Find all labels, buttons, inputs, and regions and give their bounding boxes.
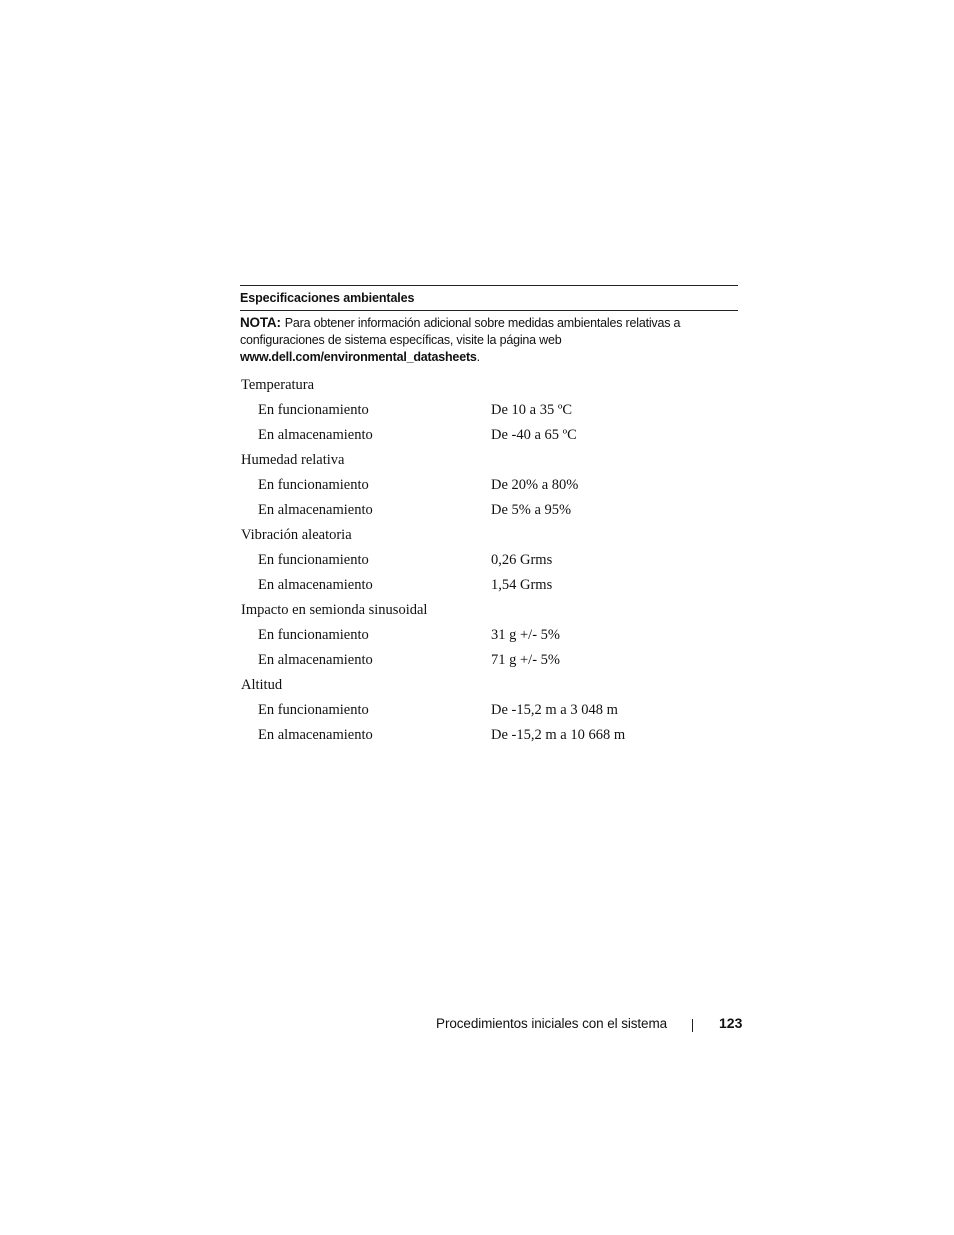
spec-label: En funcionamiento [258, 477, 369, 493]
note-text: Para obtener información adicional sobre medidas ambientales relativas a configuraciones de sistema específicas, visite la página web [240, 316, 681, 347]
table-title: Especificaciones ambientales [240, 291, 415, 305]
spec-label: En almacenamiento [258, 427, 373, 443]
spec-row [240, 573, 738, 598]
spec-row [240, 498, 738, 523]
spec-value: De -40 a 65 ºC [491, 427, 577, 443]
spec-row [240, 473, 738, 498]
note-url: www.dell.com/environmental_datasheets [240, 350, 477, 364]
header-rule [240, 310, 738, 311]
spec-row [240, 398, 738, 423]
spec-row [240, 723, 738, 748]
note-suffix: . [476, 350, 480, 364]
spec-label: En almacenamiento [258, 727, 373, 743]
spec-value: De -15,2 m a 10 668 m [491, 727, 626, 743]
spec-value: De 5% a 95% [491, 502, 572, 518]
spec-value: De 10 a 35 ºC [491, 402, 573, 418]
note-label: NOTA: [240, 315, 281, 330]
spec-label: En almacenamiento [258, 652, 373, 668]
page-number: 123 [719, 1015, 743, 1031]
spec-label: En funcionamiento [258, 627, 369, 643]
spec-label: En almacenamiento [258, 577, 373, 593]
category-row: Temperatura [241, 377, 315, 393]
category-row: Humedad relativa [241, 452, 345, 468]
spec-value: De -15,2 m a 3 048 m [491, 702, 618, 718]
footer-section-title: Procedimientos iniciales con el sistema [436, 1016, 667, 1031]
footer-separator [692, 1019, 693, 1032]
spec-value: 31 g +/- 5% [491, 627, 560, 643]
spec-table [240, 285, 738, 748]
page-footer [0, 1015, 954, 1035]
spec-row [240, 698, 738, 723]
spec-label: En almacenamiento [258, 502, 373, 518]
spec-row [240, 548, 738, 573]
spec-row [240, 648, 738, 673]
spec-value: De 20% a 80% [491, 477, 579, 493]
spec-label: En funcionamiento [258, 402, 369, 418]
spec-value: 1,54 Grms [491, 577, 553, 593]
spec-label: En funcionamiento [258, 552, 369, 568]
spec-label: En funcionamiento [258, 702, 369, 718]
category-row: Vibración aleatoria [241, 527, 352, 543]
spec-row [240, 423, 738, 448]
category-row: Altitud [241, 677, 283, 693]
spec-value: 71 g +/- 5% [491, 652, 560, 668]
spec-value: 0,26 Grms [491, 552, 553, 568]
spec-rows [240, 373, 738, 748]
note-block [240, 314, 738, 366]
spec-row [240, 623, 738, 648]
category-row: Impacto en semionda sinusoidal [241, 602, 428, 618]
